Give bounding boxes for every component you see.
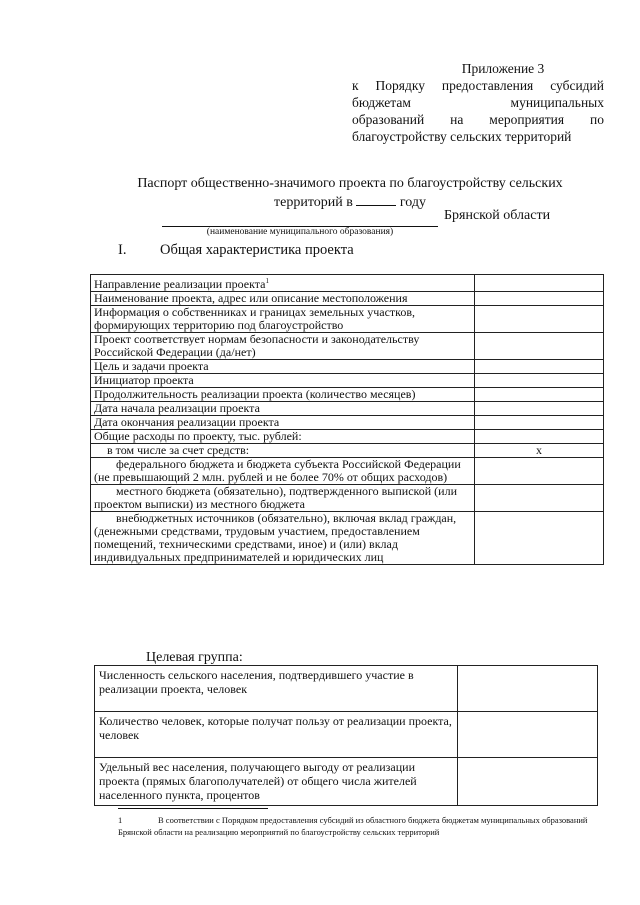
- row-label: в том числе за счет средств:: [91, 444, 475, 458]
- title-line-2-after: году: [399, 195, 426, 210]
- target-group-title: Целевая группа:: [146, 650, 243, 665]
- municipality-blank-line: [162, 210, 438, 227]
- table-row: [91, 388, 604, 402]
- row-label: Проект соответствует нормам безопасности и законодательству Российской Федерации (да/нет): [91, 333, 475, 360]
- title-line-1: Паспорт общественно-значимого проекта по благоустройству сельских: [137, 176, 563, 191]
- value-cell[interactable]: [474, 388, 603, 402]
- row-label: Инициатор проекта: [91, 374, 475, 388]
- table-row: [91, 512, 604, 565]
- row-label: Продолжительность реализации проекта (количество месяцев): [91, 388, 475, 402]
- value-cell[interactable]: [458, 712, 598, 758]
- project-characteristics-table: [90, 274, 604, 565]
- row-label: Цель и задачи проекта: [91, 360, 475, 374]
- appendix-line-3: образований на мероприятия по: [352, 112, 604, 127]
- value-cell-x: х: [474, 444, 603, 458]
- value-cell[interactable]: [474, 360, 603, 374]
- table-row: [91, 333, 604, 360]
- footnote-divider: [118, 808, 268, 809]
- table-row: [91, 275, 604, 292]
- document-title: [100, 175, 600, 212]
- table-row: [91, 374, 604, 388]
- row-label: Направление реализации проекта: [94, 277, 266, 291]
- table-row: [91, 306, 604, 333]
- row-label: Дата окончания реализации проекта: [91, 416, 475, 430]
- row-label: Наименование проекта, адрес или описание местоположения: [91, 292, 475, 306]
- row-label: Количество человек, которые получат пользу от реализации проекта, человек: [95, 712, 458, 758]
- footnote-text: В соответствии с Порядком предоставления субсидий из областного бюджета бюджетам муниципальных образований Брянской области на реализацию мероприятий по благоустройству сельских территорий: [118, 815, 588, 837]
- value-cell[interactable]: [474, 374, 603, 388]
- table-row: [95, 666, 598, 712]
- target-group-table: [94, 665, 598, 806]
- value-cell[interactable]: [474, 333, 603, 360]
- table-row: [91, 360, 604, 374]
- row-label: местного бюджета (обязательно), подтвержденного выпиской (или проектом выписки) из местного бюджета: [91, 485, 475, 512]
- appendix-line-4: благоустройству сельских территорий: [352, 129, 572, 144]
- appendix-line-1: к Порядку предоставления субсидий: [352, 78, 604, 93]
- table-row: [91, 416, 604, 430]
- value-cell[interactable]: [474, 430, 603, 444]
- row-label: Дата начала реализации проекта: [91, 402, 475, 416]
- title-line-2-before: территорий в: [274, 195, 353, 210]
- value-cell[interactable]: [474, 485, 603, 512]
- row-label: Численность сельского населения, подтвердившего участие в реализации проекта, человек: [95, 666, 458, 712]
- appendix-title: Приложение 3: [461, 61, 545, 76]
- section-number: I.: [118, 242, 127, 258]
- year-blank: [356, 193, 396, 206]
- value-cell[interactable]: [458, 666, 598, 712]
- value-cell[interactable]: [474, 512, 603, 565]
- value-cell[interactable]: [474, 306, 603, 333]
- row-label: Общие расходы по проекту, тыс. рублей:: [91, 430, 475, 444]
- table-row: [95, 758, 598, 806]
- appendix-line-2: бюджетам муниципальных: [352, 95, 604, 110]
- municipality-caption: (наименование муниципального образования): [206, 227, 394, 237]
- row-label: внебюджетных источников (обязательно), включая вклад граждан, (денежными средствами, трудовым участием, предоставлением помещений, техническими средствами, иное) и (или) вклад индивидуальных предпринимателей и юридических лиц: [91, 512, 475, 565]
- row-label: Удельный вес населения, получающего выгоду от реализации проекта (прямых благополучателей) от общего числа жителей населенного пункта, процентов: [95, 758, 458, 806]
- section-heading: [118, 242, 354, 259]
- table-row: [91, 430, 604, 444]
- value-cell[interactable]: [474, 275, 603, 292]
- row-label: федерального бюджета и бюджета субъекта Российской Федерации (не превышающий 2 млн. рублей и не более 70% от общих расходов): [91, 458, 475, 485]
- value-cell[interactable]: [474, 458, 603, 485]
- section-title: Общая характеристика проекта: [160, 242, 354, 258]
- table-row: [91, 485, 604, 512]
- region-name: Брянской области: [444, 208, 551, 223]
- table-row: [91, 402, 604, 416]
- value-cell[interactable]: [458, 758, 598, 806]
- footnote-mark: 1: [118, 815, 123, 825]
- row-label: Информация о собственниках и границах земельных участков, формирующих территорию под благоустройство: [91, 306, 475, 333]
- footnote-ref: 1: [265, 277, 270, 285]
- table-row: [91, 444, 604, 458]
- appendix-header: [352, 60, 604, 145]
- value-cell[interactable]: [474, 292, 603, 306]
- value-cell[interactable]: [474, 402, 603, 416]
- table-row: [91, 458, 604, 485]
- table-row: [95, 712, 598, 758]
- table-row: [91, 292, 604, 306]
- value-cell[interactable]: [474, 416, 603, 430]
- footnote: [118, 814, 592, 838]
